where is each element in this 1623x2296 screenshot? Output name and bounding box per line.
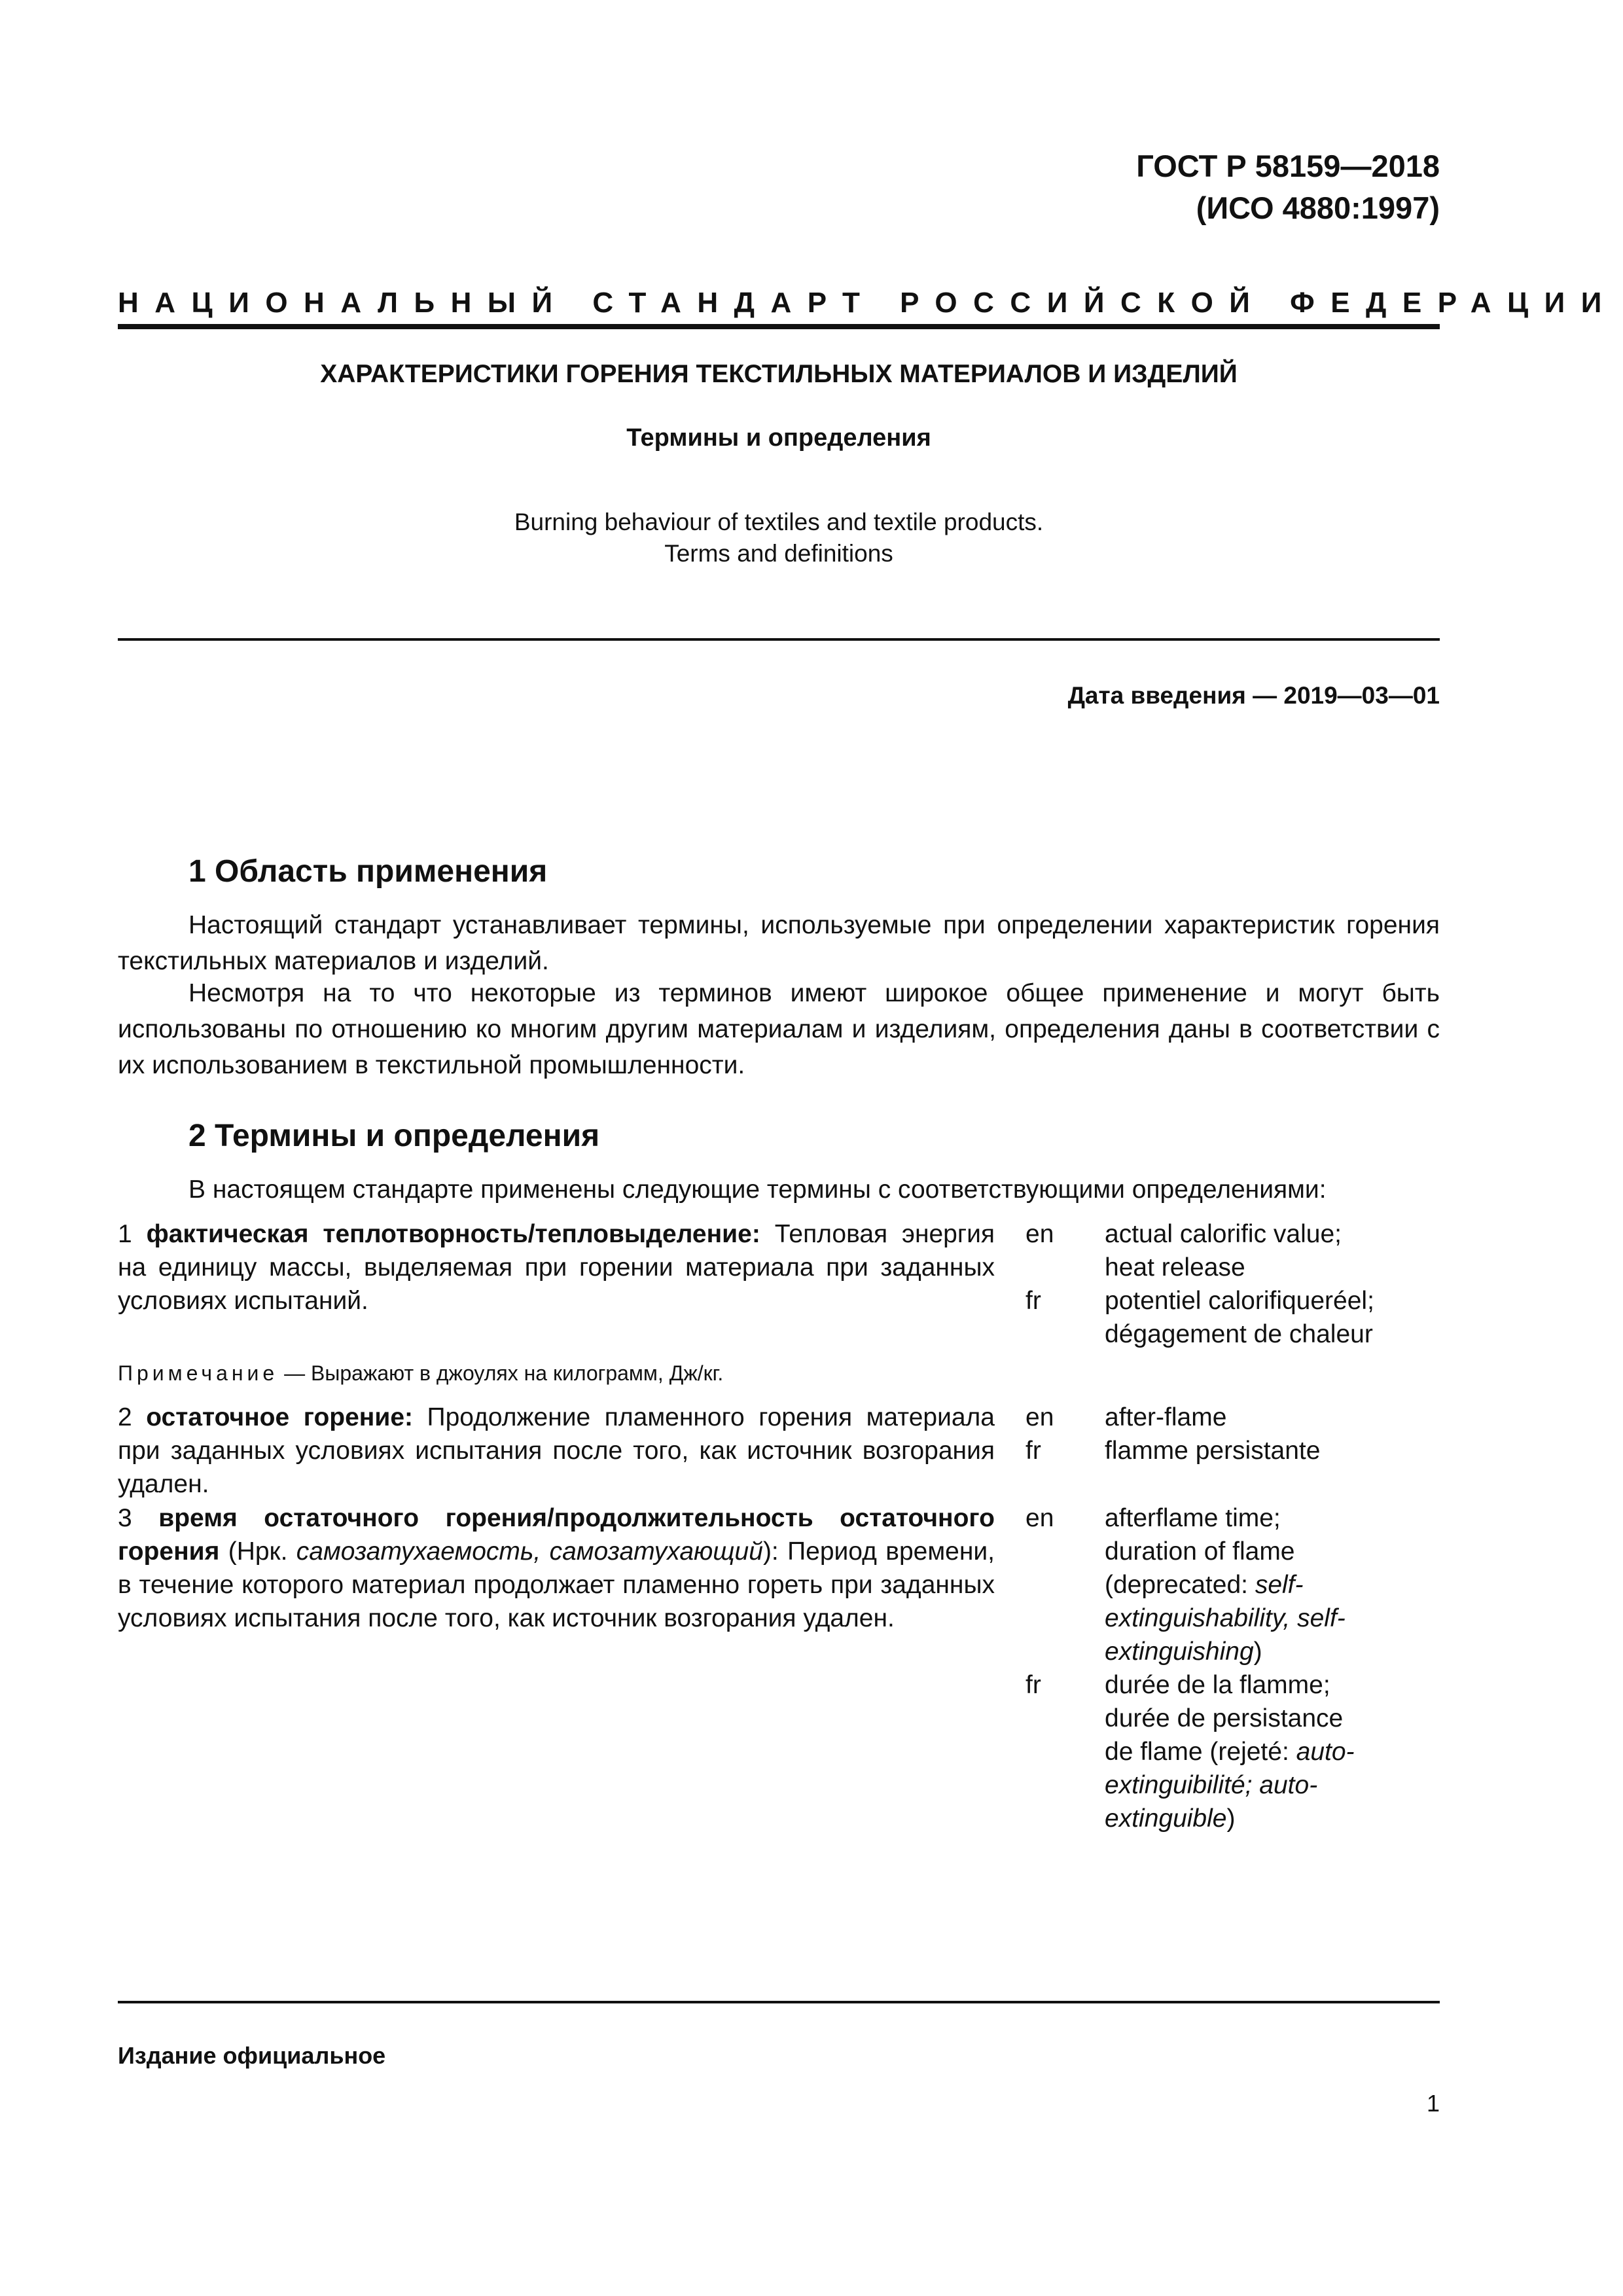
section1-paragraph-2: Несмотря на то что некоторые из терминов имеют широкое общее применение и могут быть использованы по отношению ко многим другим материалам и изделиям, определения даны в соответствии с их использованием в текстильной промышленности.	[118, 979, 1440, 1079]
note-text: — Выражают в джоулях на килограмм, Дж/кг.	[284, 1361, 724, 1385]
note-label: Примечание	[118, 1361, 279, 1385]
term-3-name: время остаточного горения/продолжительность остаточного горения	[118, 1504, 995, 1566]
term-2-definition: Продолжение пламенного горения материала при заданных условиях испытания после того, как источник возгорания удален.	[118, 1403, 995, 1498]
term-2: 2 остаточное горение: Продолжение пламенного горения материала при заданных условиях испытания после того, как источник возгорания удален.	[118, 1403, 995, 1498]
term-2-fr-equivalent: flamme persistante	[1105, 1437, 1321, 1465]
document-subtitle-ru: Термины и определения	[626, 424, 931, 452]
term-1-lang-en: en	[1026, 1220, 1054, 1248]
term-3-fr-equivalent: durée de la flamme; durée de persistance de flame (rejeté: auto-extinguibilité; auto-extinguible)	[1105, 1671, 1355, 1833]
term-3-deprecated: самозатухаемость, самозатухающий	[296, 1537, 763, 1566]
section2-heading: 2 Термины и определения	[188, 1119, 600, 1153]
term-2-en-equivalent: after-flame	[1105, 1403, 1227, 1431]
term-3-lang-en: en	[1026, 1504, 1054, 1532]
national-standard-title: НАЦИОНАЛЬНЫЙ СТАНДАРТ РОССИЙСКОЙ ФЕДЕРАЦИИ	[118, 287, 1618, 319]
term-3-lang-fr: fr	[1026, 1671, 1041, 1699]
intro-date: Дата введения — 2019—03—01	[1067, 682, 1440, 709]
term-1-fr-equivalent: potentiel calorifiqueréel; dégagement de chaleur	[1105, 1287, 1374, 1348]
page-number: 1	[1426, 2090, 1440, 2117]
term-1-definition: Тепловая энергия на единицу массы, выделяемая при горении материала при заданных условиях испытаний.	[118, 1220, 995, 1315]
title-en-line2: Terms and definitions	[664, 540, 893, 567]
iso-number: (ИСО 4880:1997)	[1196, 190, 1440, 225]
title-rule	[118, 638, 1440, 641]
term-1-lang-fr: fr	[1026, 1287, 1041, 1315]
term-3-en-equivalent: afterflame time; duration of flame (deprecated: self-extinguishability, self-extinguishing)	[1105, 1504, 1346, 1666]
term-3-definition: ): Период времени, в течение которого материал продолжает пламенно гореть при заданных условиях испытания после того, как источник возгорания удален.	[118, 1537, 995, 1632]
document-title-en	[118, 507, 1440, 569]
title-en-line1: Burning behaviour of textiles and textile products.	[514, 509, 1044, 535]
term-2-lang-fr: fr	[1026, 1437, 1041, 1465]
footer-rule	[118, 2001, 1440, 2003]
term-1-name: фактическая теплотворность/тепловыделение:	[146, 1220, 760, 1248]
term-1: 1 фактическая теплотворность/тепловыделение: Тепловая энергия на единицу массы, выделяемая при горении материала при заданных условиях испытаний.	[118, 1220, 995, 1315]
standard-designation	[1136, 145, 1440, 229]
gost-number: ГОСТ Р 58159—2018	[1136, 149, 1440, 183]
term-3: 3 время остаточного горения/продолжительность остаточного горения (Нрк. самозатухаемость, самозатухающий): Период времени, в течение которого материал продолжает пламенно гореть при заданных условиях испытания после того, как источник возгорания удален.	[118, 1504, 995, 1632]
edition-label: Издание официальное	[118, 2042, 386, 2069]
term-2-lang-en: en	[1026, 1403, 1054, 1431]
section1-paragraph-1: Настоящий стандарт устанавливает термины, используемые при определении характеристик горения текстильных материалов и изделий.	[118, 911, 1440, 975]
term-2-name: остаточное горение:	[146, 1403, 413, 1431]
term-1-en-equivalent: actual calorific value; heat release	[1105, 1220, 1342, 1282]
term-1-note	[118, 1361, 723, 1386]
section2-intro: В настоящем стандарте применены следующие термины с соответствующими определениями:	[188, 1175, 1327, 1204]
document-title-ru: ХАРАКТЕРИСТИКИ ГОРЕНИЯ ТЕКСТИЛЬНЫХ МАТЕРИАЛОВ И ИЗДЕЛИЙ	[320, 360, 1238, 388]
section1-heading: 1 Область применения	[188, 854, 548, 889]
header-rule	[118, 324, 1440, 329]
